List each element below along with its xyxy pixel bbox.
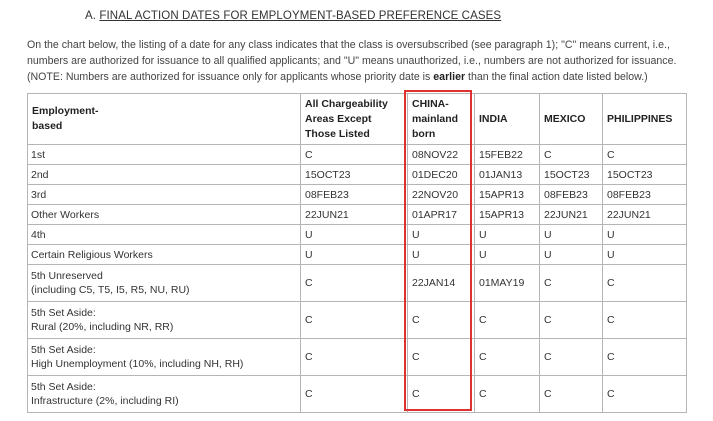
table-row <box>28 205 687 225</box>
section-heading <box>85 10 501 22</box>
cell-philippines: C <box>603 302 687 339</box>
final-action-dates-table <box>27 93 687 413</box>
cell-china-mainland: 01DEC20 <box>408 165 475 185</box>
cell-all-chargeability: C <box>301 376 408 413</box>
cell-china-mainland: U <box>408 225 475 245</box>
cell-philippines: 22JUN21 <box>603 205 687 225</box>
intro-text-2: than the final action date listed below.) <box>465 71 648 83</box>
cell-philippines: U <box>603 225 687 245</box>
table-body <box>28 145 687 413</box>
cell-all-chargeability: 08FEB23 <box>301 185 408 205</box>
cell-all-chargeability: U <box>301 245 408 265</box>
cell-india: 15APR13 <box>475 185 540 205</box>
cell-mexico: 22JUN21 <box>540 205 603 225</box>
row-label-cell: Other Workers <box>28 205 301 225</box>
column-header-employment-based: Employment- based <box>28 94 301 145</box>
section-letter: A. <box>85 10 97 22</box>
column-header-all-chargeability: All Chargeability Areas Except Those Listed <box>301 94 408 145</box>
cell-india: U <box>475 245 540 265</box>
cell-mexico: C <box>540 145 603 165</box>
table-row <box>28 145 687 165</box>
cell-all-chargeability: C <box>301 302 408 339</box>
cell-philippines: 15OCT23 <box>603 165 687 185</box>
table-row <box>28 165 687 185</box>
row-label-cell: 5th Set Aside: Rural (20%, including NR, RR) <box>28 302 301 339</box>
cell-china-mainland: C <box>408 339 475 376</box>
cell-mexico: U <box>540 225 603 245</box>
cell-philippines: C <box>603 376 687 413</box>
cell-china-mainland: C <box>408 302 475 339</box>
column-header-philippines: PHILIPPINES <box>603 94 687 145</box>
cell-india: C <box>475 339 540 376</box>
cell-philippines: C <box>603 145 687 165</box>
cell-mexico: 08FEB23 <box>540 185 603 205</box>
cell-all-chargeability: C <box>301 265 408 302</box>
row-label-cell: 5th Set Aside: High Unemployment (10%, including NH, RH) <box>28 339 301 376</box>
cell-philippines: C <box>603 265 687 302</box>
column-header-mexico: MEXICO <box>540 94 603 145</box>
cell-all-chargeability: 22JUN21 <box>301 205 408 225</box>
cell-india: 01MAY19 <box>475 265 540 302</box>
row-label-cell: Certain Religious Workers <box>28 245 301 265</box>
table-row <box>28 376 687 413</box>
row-label-cell: 1st <box>28 145 301 165</box>
cell-mexico: 15OCT23 <box>540 165 603 185</box>
cell-philippines: U <box>603 245 687 265</box>
cell-mexico: C <box>540 302 603 339</box>
cell-mexico: C <box>540 376 603 413</box>
cell-mexico: C <box>540 339 603 376</box>
intro-paragraph <box>27 37 697 85</box>
table-row <box>28 302 687 339</box>
column-header-china-mainland: CHINA- mainland born <box>408 94 475 145</box>
table-row <box>28 225 687 245</box>
cell-mexico: U <box>540 245 603 265</box>
cell-india: 15APR13 <box>475 205 540 225</box>
cell-china-mainland: 01APR17 <box>408 205 475 225</box>
table-row <box>28 339 687 376</box>
intro-bold-word: earlier <box>433 71 466 83</box>
cell-all-chargeability: 15OCT23 <box>301 165 408 185</box>
cell-india: C <box>475 302 540 339</box>
row-label-cell: 4th <box>28 225 301 245</box>
cell-india: C <box>475 376 540 413</box>
column-header-india: INDIA <box>475 94 540 145</box>
section-title: FINAL ACTION DATES FOR EMPLOYMENT-BASED PREFERENCE CASES <box>99 10 502 22</box>
intro-text-1: On the chart below, the listing of a date for any class indicates that the class is oversubscribed (see paragraph 1); "C" means current, i.e., numbers are authorized for issuance to all qualified applicants; and "U" means unauthorized, i.e., numbers are not authorized for issuance. (NOTE: Numbers are authorized for issuance only for applicants whose priority date is <box>27 39 677 83</box>
cell-china-mainland: 08NOV22 <box>408 145 475 165</box>
row-label-cell: 5th Set Aside: Infrastructure (2%, including RI) <box>28 376 301 413</box>
cell-all-chargeability: U <box>301 225 408 245</box>
cell-mexico: C <box>540 265 603 302</box>
table-row <box>28 245 687 265</box>
cell-china-mainland: C <box>408 376 475 413</box>
cell-india: 15FEB22 <box>475 145 540 165</box>
cell-philippines: C <box>603 339 687 376</box>
cell-india: 01JAN13 <box>475 165 540 185</box>
table-row <box>28 265 687 302</box>
row-label-cell: 5th Unreserved (including C5, T5, I5, R5, NU, RU) <box>28 265 301 302</box>
row-label-cell: 2nd <box>28 165 301 185</box>
table-header-row <box>28 94 687 145</box>
cell-all-chargeability: C <box>301 339 408 376</box>
cell-china-mainland: 22NOV20 <box>408 185 475 205</box>
cell-philippines: 08FEB23 <box>603 185 687 205</box>
cell-china-mainland: 22JAN14 <box>408 265 475 302</box>
table-row <box>28 185 687 205</box>
cell-china-mainland: U <box>408 245 475 265</box>
row-label-cell: 3rd <box>28 185 301 205</box>
cell-india: U <box>475 225 540 245</box>
cell-all-chargeability: C <box>301 145 408 165</box>
